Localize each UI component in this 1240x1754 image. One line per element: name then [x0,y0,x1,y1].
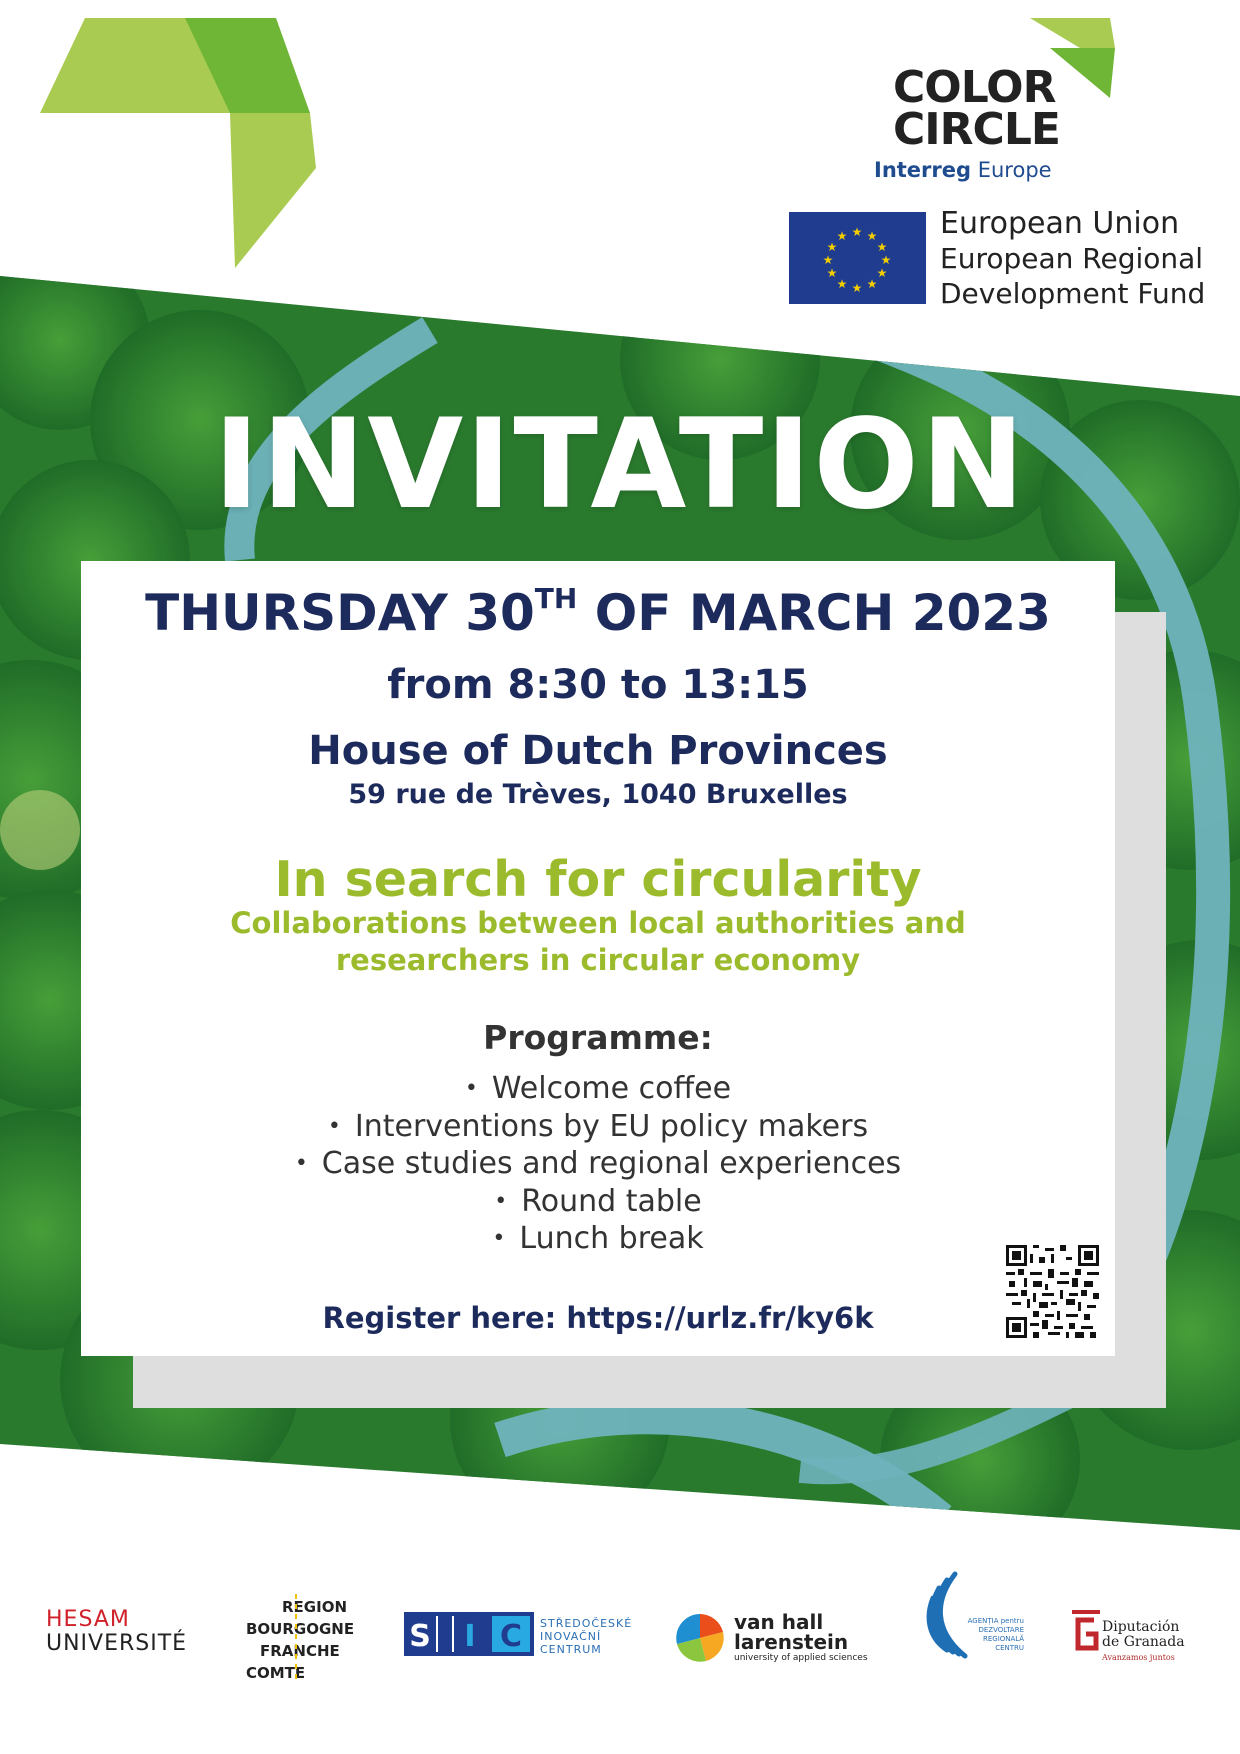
event-date [81,583,1115,643]
brand-word-color: COLOR [893,62,1056,113]
svg-text:★: ★ [880,253,892,267]
brand-word-circle: CIRCLE [893,104,1060,155]
date-suffix: TH [534,582,578,615]
event-tagline: In search for circularity [274,851,922,908]
hesam-universite-logo [46,1608,187,1656]
diputacion-granada-text [1102,1620,1185,1665]
qr-code[interactable] [1006,1245,1099,1338]
hesam-line-2: UNIVERSITÉ [46,1631,188,1656]
adr-line-2: DEZVOLTARE [978,1626,1024,1634]
date-day: THURSDAY 30 [145,584,535,642]
sic-line-3: CENTRUM [540,1643,602,1656]
programme-list [81,1070,1115,1258]
programme-item: • Lunch break [492,1221,704,1256]
event-address: 59 rue de Trèves, 1040 Bruxelles [348,779,848,810]
eu-line-1: European Union [940,206,1180,241]
svg-text:★: ★ [851,281,863,295]
programme-item: • Welcome coffee [464,1071,732,1106]
programme-title: Programme: [483,1018,713,1057]
svg-text:★: ★ [866,229,878,243]
sic-text [540,1617,632,1656]
vhl-line-2: larenstein [734,1630,849,1654]
bfc-line-2: BOURGOGNE [246,1620,355,1638]
adr-line-4: CENTRU [995,1644,1024,1652]
eu-flag-icon [789,212,926,304]
svg-text:★: ★ [826,240,838,254]
granada-line-3: Avanzamos juntos [1102,1653,1175,1662]
bfc-dashed-line-icon [292,1594,300,1680]
programme-item: • Case studies and regional experiences [294,1146,902,1181]
granada-line-2: de Granada [1102,1634,1185,1650]
sic-logo-icon [404,1612,534,1656]
event-subtitle-line-1: Collaborations between local authorities and [230,906,966,940]
programme-item: • Round table [494,1183,702,1219]
adr-line-1: AGENȚIA pentru [967,1617,1024,1625]
svg-text:★: ★ [876,266,888,280]
event-venue: House of Dutch Provinces [308,728,888,774]
register-link[interactable]: Register here: https://urlz.fr/ky6k [322,1301,874,1335]
adr-line-3: REGIONALĂ [983,1635,1024,1643]
eu-funding-text [940,206,1205,311]
svg-text:★: ★ [851,225,863,239]
interreg-bold: Interreg [874,158,972,182]
sic-line-2: INOVAČNÍ [540,1630,602,1643]
hesam-line-1: HESAM [46,1607,130,1632]
svg-text:★: ★ [836,277,848,291]
region-bourgogne-franche-comte-logo [246,1596,354,1684]
programme-item: • Interventions by EU policy makers [327,1108,869,1144]
event-time: from 8:30 to 13:15 [387,662,809,708]
adr-centru-text [960,1617,1024,1653]
svg-text:I: I [464,1619,476,1654]
diputacion-granada-logo-icon [1072,1610,1100,1654]
bfc-line-1: REGION [282,1598,347,1616]
eu-line-2: European Regional [940,242,1204,275]
svg-text:★: ★ [826,266,838,280]
van-hall-larenstein-logo-icon [676,1614,724,1662]
svg-text:C: C [499,1619,523,1654]
interreg-label [874,158,1052,182]
vhl-line-1: van hall [734,1610,824,1634]
svg-text:★: ★ [866,277,878,291]
date-rest: OF MARCH 2023 [577,584,1051,642]
corner-leaf-graphic [40,18,320,282]
eu-line-3: Development Fund [940,277,1206,310]
interreg-rest: Europe [971,158,1052,182]
svg-text:S: S [409,1619,431,1654]
bfc-line-4: COMTE [246,1664,306,1682]
granada-line-1: Diputación [1102,1619,1180,1635]
van-hall-larenstein-text [734,1612,868,1664]
invitation-headline: INVITATION [213,393,1027,537]
svg-text:★: ★ [836,229,848,243]
svg-text:★: ★ [876,240,888,254]
svg-text:★: ★ [822,253,834,267]
sic-line-1: STŘEDOČESKÉ [540,1617,633,1630]
event-subtitle-line-2: researchers in circular economy [335,943,861,977]
vhl-line-3: university of applied sciences [734,1653,868,1663]
bfc-line-3: FRANCHE [260,1642,340,1660]
